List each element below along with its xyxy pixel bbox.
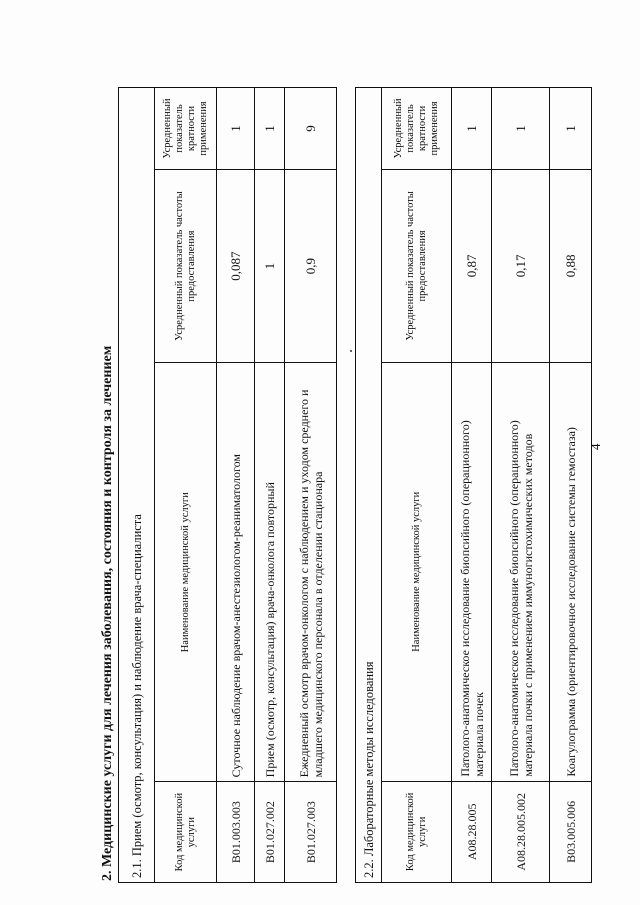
- freq-value: 0,87: [452, 169, 492, 362]
- service-code: B01.027.003: [285, 782, 337, 883]
- service-code: B01.027.002: [255, 782, 285, 883]
- header-freq: Усредненный показатель частоты предоставления: [155, 169, 217, 362]
- freq-value: 0,88: [550, 169, 592, 362]
- service-name: Ежедневный осмотр врачом-онкологом с наблюдением и уходом среднего и младшего медицинского персонала в отделении стационара: [285, 363, 337, 782]
- header-code: Код медицинской услуги: [382, 781, 452, 882]
- scan-speck: [350, 350, 352, 352]
- mult-value: 1: [550, 88, 592, 170]
- service-name: Прием (осмотр, консультация) врача-онколога повторный: [255, 363, 285, 782]
- table-consultations: [118, 87, 337, 883]
- header-code: Код медицинской услуги: [155, 782, 217, 883]
- freq-value: 0,9: [285, 169, 337, 362]
- section-title: 2. Медицинские услуги для лечения заболевания, состояния и контроля за лечением: [100, 345, 115, 881]
- service-code: B01.003.003: [217, 782, 255, 883]
- freq-value: 1: [255, 169, 285, 362]
- header-name: Наименование медицинской услуги: [382, 362, 452, 781]
- table-caption: 2.2. Лабораторные методы исследования: [356, 88, 382, 883]
- service-name: Патолого-анатомическое исследование биопсийного (операционного) материала почки с применением иммуногистохимических методов: [492, 362, 550, 781]
- table-caption: 2.1. Прием (осмотр, консультация) и наблюдение врача-специалиста: [119, 88, 155, 883]
- service-code: A08.28.005: [452, 781, 492, 882]
- header-mult: Усредненный показатель кратности применения: [382, 88, 452, 170]
- table-lab-methods: [355, 87, 592, 883]
- table-row: [452, 88, 492, 883]
- mult-value: 1: [492, 88, 550, 170]
- page-number: 4: [588, 443, 603, 450]
- service-code: B03.005.006: [550, 781, 592, 882]
- table-row: [492, 88, 550, 883]
- service-name: Коагулограмма (ориентировочное исследование системы гемостаза): [550, 362, 592, 781]
- header-freq: Усредненный показатель частоты предоставления: [382, 169, 452, 362]
- service-code: A08.28.005.002: [492, 781, 550, 882]
- mult-value: 1: [255, 88, 285, 170]
- service-name: Патолого-анатомическое исследование биопсийного (операционного) материала почек: [452, 362, 492, 781]
- service-name: Суточное наблюдение врачом-анестезиологом-реаниматологом: [217, 363, 255, 782]
- freq-value: 0,17: [492, 169, 550, 362]
- mult-value: 9: [285, 88, 337, 170]
- freq-value: 0,087: [217, 169, 255, 362]
- table-row: [255, 88, 285, 883]
- table-row: [285, 88, 337, 883]
- mult-value: 1: [452, 88, 492, 170]
- table-row: [217, 88, 255, 883]
- header-mult: Усредненный показатель кратности применения: [155, 88, 217, 170]
- table-row: [550, 88, 592, 883]
- header-name: Наименование медицинской услуги: [155, 363, 217, 782]
- mult-value: 1: [217, 88, 255, 170]
